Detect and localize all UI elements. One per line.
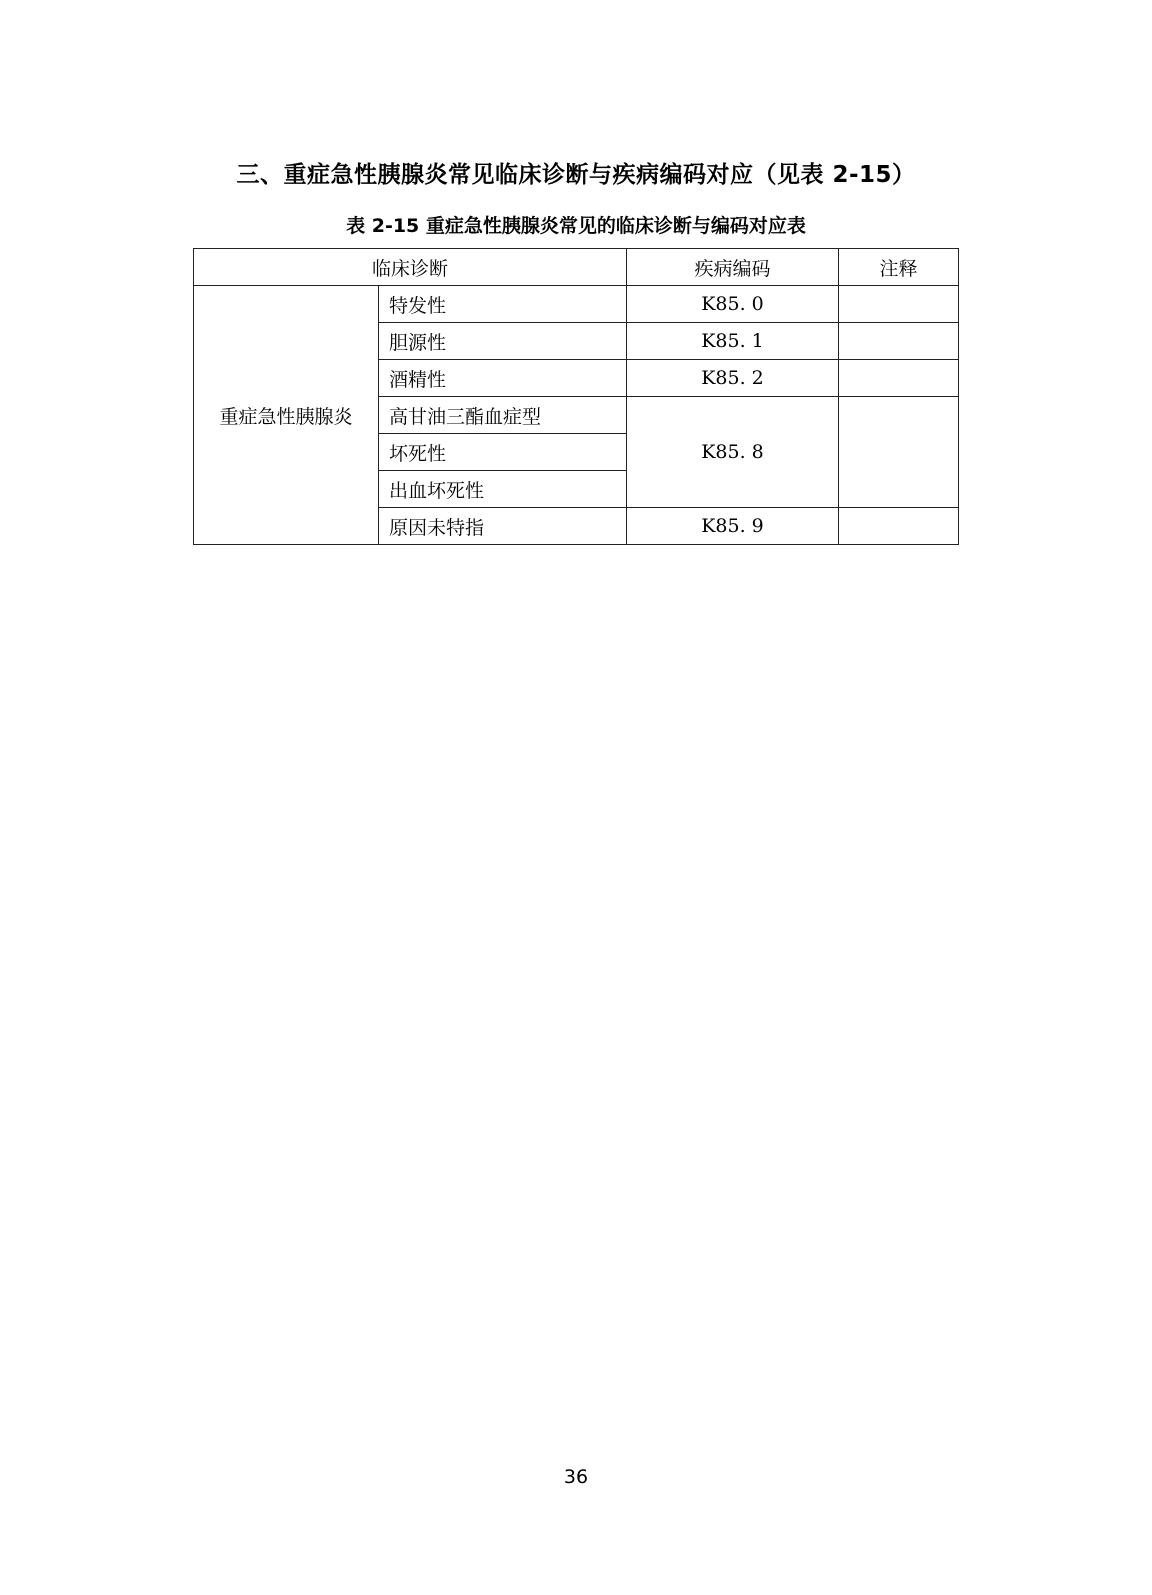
subtype-cell: 出血坏死性 (379, 471, 627, 508)
page-number: 36 (563, 1466, 589, 1488)
subtype-cell: 胆源性 (379, 323, 627, 360)
note-cell (839, 286, 959, 323)
table-caption: 表 2-15 重症急性胰腺炎常见的临床诊断与编码对应表 (346, 215, 806, 237)
note-cell (839, 508, 959, 545)
group-label-cell: 重症急性胰腺炎 (194, 286, 379, 545)
header-note: 注释 (839, 249, 959, 286)
table-row (194, 286, 959, 323)
subtype-cell: 酒精性 (379, 360, 627, 397)
section-heading: 三、重症急性胰腺炎常见临床诊断与疾病编码对应（见表 2-15） (236, 162, 916, 188)
subtype-cell: 特发性 (379, 286, 627, 323)
header-code: 疾病编码 (627, 249, 839, 286)
code-cell: K85. 1 (627, 323, 839, 360)
note-cell (839, 323, 959, 360)
subtype-cell: 高甘油三酯血症型 (379, 397, 627, 434)
code-cell-merged: K85. 8 (627, 397, 839, 508)
note-cell (839, 360, 959, 397)
code-cell: K85. 0 (627, 286, 839, 323)
header-diagnosis: 临床诊断 (194, 249, 627, 286)
note-cell-merged (839, 397, 959, 508)
subtype-cell: 坏死性 (379, 434, 627, 471)
table-header-row (194, 249, 959, 286)
diagnosis-code-table (193, 248, 959, 545)
code-cell: K85. 2 (627, 360, 839, 397)
code-cell: K85. 9 (627, 508, 839, 545)
subtype-cell: 原因未特指 (379, 508, 627, 545)
